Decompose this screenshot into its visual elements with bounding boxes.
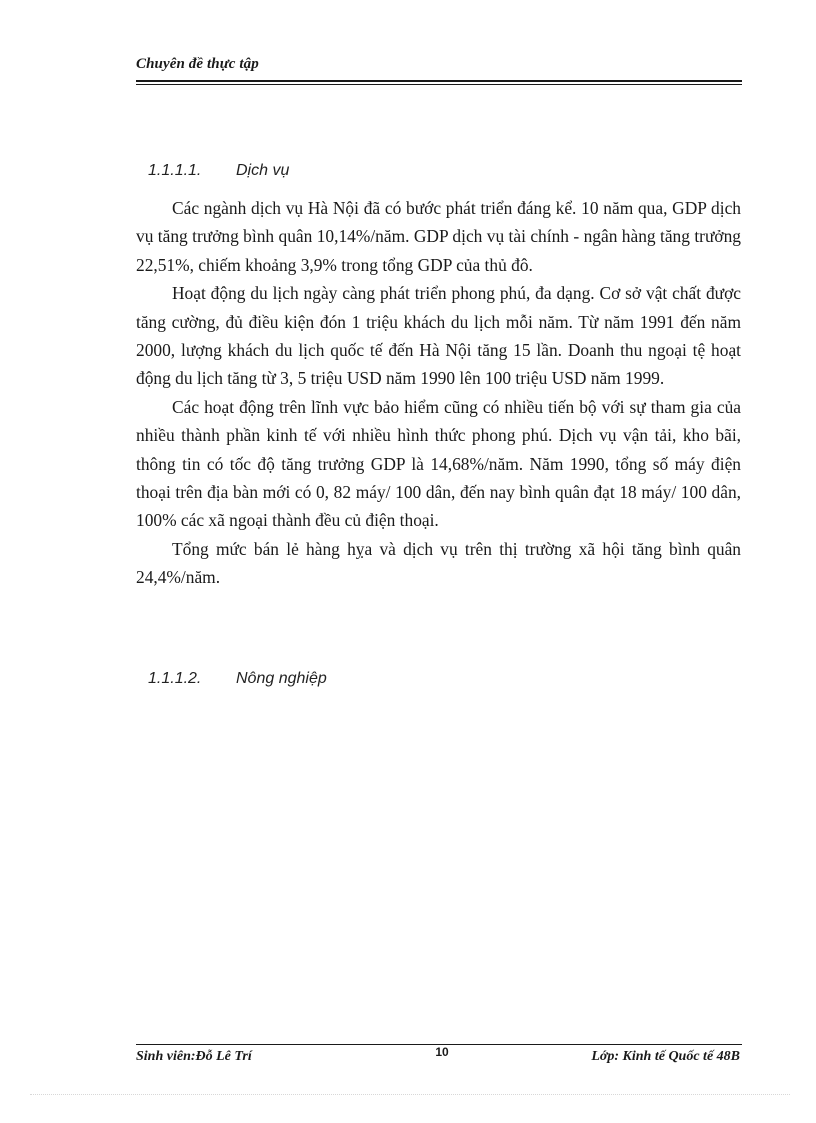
section-heading-dich-vu [148, 162, 289, 180]
footer-class-name: Lớp: Kinh tế Quốc tế 48B [591, 1049, 740, 1064]
page-bottom-border [30, 1094, 790, 1095]
section-number: 1.1.1.1. [148, 162, 202, 179]
section-number: 1.1.1.2. [148, 670, 202, 687]
paragraph-services-growth: Các ngành dịch vụ Hà Nội đã có bước phát triển đáng kể. 10 năm qua, GDP dịch vụ tăng trưởng bình quân 10,14%/năm. GDP dịch vụ tài chính - ngân hàng tăng trưởng 22,51%, chiếm khoảng 3,9% trong tổng GDP của thủ đô. [136, 198, 741, 275]
header-rule-thick [136, 80, 742, 82]
header-rule-thin [136, 84, 742, 85]
section-title: Nông nghiệp [236, 670, 327, 687]
section-heading-nong-nghiep [148, 670, 327, 688]
section-title: Dịch vụ [236, 162, 290, 179]
paragraph-insurance-telecom: Các hoạt động trên lĩnh vực bảo hiểm cũng có nhiều tiến bộ với sự tham gia của nhiều thành phần kinh tế với nhiều hình thức phong phú. Dịch vụ vận tải, kho bãi, thông tin có tốc độ tăng trưởng GDP là 14,68%/năm. Năm 1990, tổng số máy điện thoại trên địa bàn mới có 0, 82 máy/ 100 dân, đến nay bình quân đạt 18 máy/ 100 dân, 100% các xã ngoại thành đều củ điện thoại. [136, 396, 741, 531]
body-text [136, 194, 741, 592]
paragraph-tourism: Hoạt động du lịch ngày càng phát triển phong phú, đa dạng. Cơ sở vật chất được tăng cường, đủ điều kiện đón 1 triệu khách du lịch mỗi năm. Từ năm 1991 đến năm 2000, lượng khách du lịch quốc tế đến Hà Nội tăng 15 lần. Doanh thu ngoại tệ hoạt động du lịch tăng từ 3, 5 triệu USD năm 1990 lên 100 triệu USD năm 1999. [136, 283, 741, 389]
header-title: Chuyên đề thực tập [136, 56, 259, 72]
paragraph-retail: Tổng mức bán lẻ hàng hỵa và dịch vụ trên thị trường xã hội tăng bình quân 24,4%/năm. [136, 538, 741, 588]
page-number: 10 [435, 1045, 449, 1059]
footer-student-name: Sinh viên:Đỗ Lê Trí [136, 1049, 252, 1064]
